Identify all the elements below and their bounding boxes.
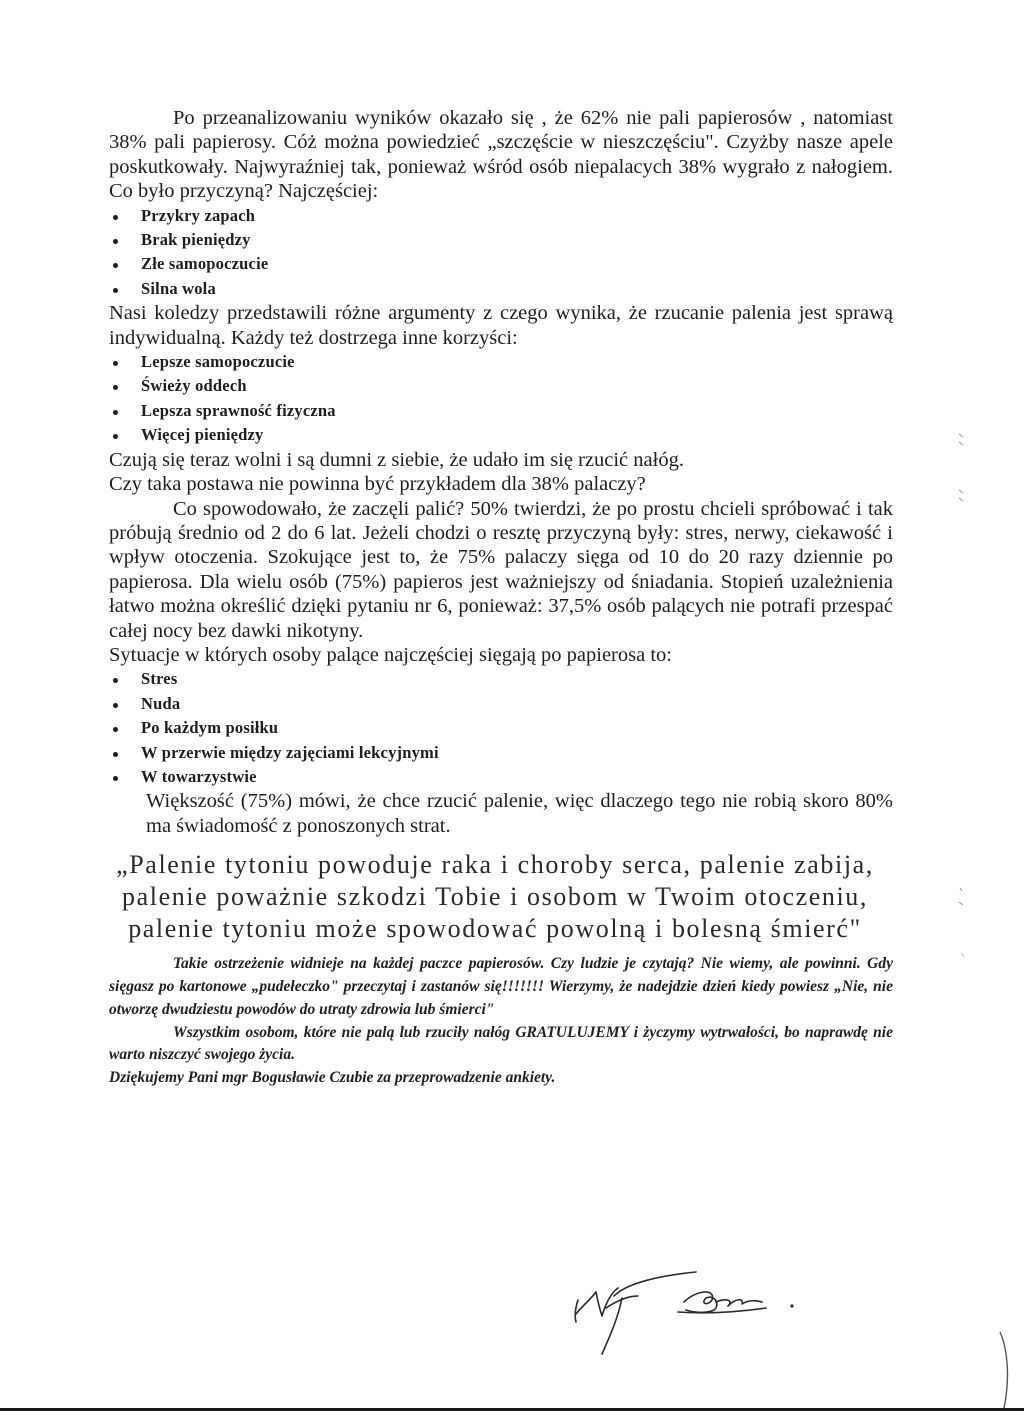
list-item: Lepsza sprawność fizyczna xyxy=(109,399,893,423)
paragraph-majority: Większość (75%) mówi, że chce rzucić palenie, więc dlaczego tego nie robią skoro 80% ma świadomość z ponoszonych strat. xyxy=(146,790,893,837)
closing-congratulations: Wszystkim osobom, które nie palą lub rzuciły nałóg GRATULUJEMY i życzymy wytrwałości, bo naprawdę nie warto niszczyć swojego życia. xyxy=(109,1023,893,1064)
scan-bottom-edge xyxy=(0,1408,1024,1411)
page-edge-curve xyxy=(990,1330,1020,1410)
bullet-dot-icon xyxy=(113,385,118,390)
benefits-list xyxy=(109,350,893,448)
list-item: Po każdym posiłku xyxy=(109,716,893,740)
paragraph-results: Po przeanalizowaniu wyników okazało się , że 62% nie pali papierosów , natomiast 38% pali papierosy. Cóż można powiedzieć „szczęście w nieszczęściu". Czyżby nasze apele poskutkowały. Najwyraźniej tak, ponieważ wśród osób niepalacych 38% wygrało z nałogiem. Co było przyczyną? Najczęściej: xyxy=(109,107,893,203)
handwritten-signature xyxy=(566,1262,816,1362)
bullet-dot-icon xyxy=(113,215,118,220)
list-item: Brak pieniędzy xyxy=(109,228,893,252)
bullet-dot-icon xyxy=(113,678,118,683)
paragraph-feel-free: Czują się teraz wolni i są dumni z siebie, że udało im się rzucić nałóg. xyxy=(109,448,684,471)
bullet-dot-icon xyxy=(113,288,118,293)
scan-speck-icon xyxy=(956,886,966,912)
paragraph-example: Czy taka postawa nie powinna być przykładem dla 38% palaczy? xyxy=(109,473,646,496)
bullet-dot-icon xyxy=(113,776,118,781)
paragraph-causes: Co spowodowało, że zaczęli palić? 50% twierdzi, że po prostu chcieli spróbować i tak próbują średnio od 2 do 6 lat. Jeżeli chodzi o resztę przyczyną były: stres, nerwy, ciekawość i wpływ otoczenia. Szokujące jest to, że 75% palaczy sięga od 10 do 20 razy dziennie po papierosa. Dla wielu osób (75%) papieros jest ważniejszy od śniadania. Stopień uzależnienia łatwo można określić dzięki pytaniu nr 6, ponieważ: 37,5% osób palących nie potrafi przespać całej nocy bez dawki nikotyny. xyxy=(109,497,893,642)
scan-speck-icon xyxy=(956,486,966,506)
bullet-dot-icon xyxy=(113,239,118,244)
list-item: Lepsze samopoczucie xyxy=(109,350,893,374)
list-item: Świeży oddech xyxy=(109,374,893,398)
warning-quote: „Palenie tytoniu powoduje raka i choroby serca, palenie zabija, palenie poważnie szkodzi Tobie i osobom w Twoim otoczeniu, palenie tytoniu może spowodować powolną i bolesną śmierć" xyxy=(116,850,874,944)
list-item: W towarzystwie xyxy=(109,765,893,789)
scan-speck-icon xyxy=(958,950,968,964)
reasons-list xyxy=(109,204,893,302)
closing-thanks: Dziękujemy Pani mgr Bogusławie Czubie za przeprowadzenie ankiety. xyxy=(109,1069,556,1087)
bullet-dot-icon xyxy=(113,434,118,439)
list-item: Więcej pieniędzy xyxy=(109,423,893,447)
bullet-dot-icon xyxy=(113,727,118,732)
scan-speck-icon xyxy=(956,430,966,450)
bullet-dot-icon xyxy=(113,361,118,366)
document-body xyxy=(109,106,893,1090)
list-item: W przerwie między zajęciami lekcyjnymi xyxy=(109,741,893,765)
closing-warning-note: Takie ostrzeżenie widnieje na każdej paczce papierosów. Czy ludzie je czytają? Nie wiemy, ale powinni. Gdy sięgasz po kartonowe „pudełeczko" przeczytaj i zastanów się!!!!!!! Wierzymy, że nadejdzie dzień kiedy powiesz „Nie, nie otworzę dwudziestu powodów do utraty zdrowia lub śmierci" xyxy=(109,955,893,1018)
list-item: Silna wola xyxy=(109,277,893,301)
paragraph-arguments: Nasi koledzy przedstawili różne argumenty z czego wynika, że rzucanie palenia jest sprawą indywidualną. Każdy też dostrzega inne korzyści: xyxy=(109,302,893,349)
situations-list xyxy=(109,667,893,789)
bullet-dot-icon xyxy=(113,703,118,708)
paragraph-situations: Sytuacje w których osoby palące najczęściej sięgają po papierosa to: xyxy=(109,643,672,666)
list-item: Przykry zapach xyxy=(109,204,893,228)
list-item: Nuda xyxy=(109,692,893,716)
list-item: Stres xyxy=(109,667,893,691)
list-item: Złe samopoczucie xyxy=(109,252,893,276)
bullet-dot-icon xyxy=(113,752,118,757)
bullet-dot-icon xyxy=(113,263,118,268)
bullet-dot-icon xyxy=(113,410,118,415)
